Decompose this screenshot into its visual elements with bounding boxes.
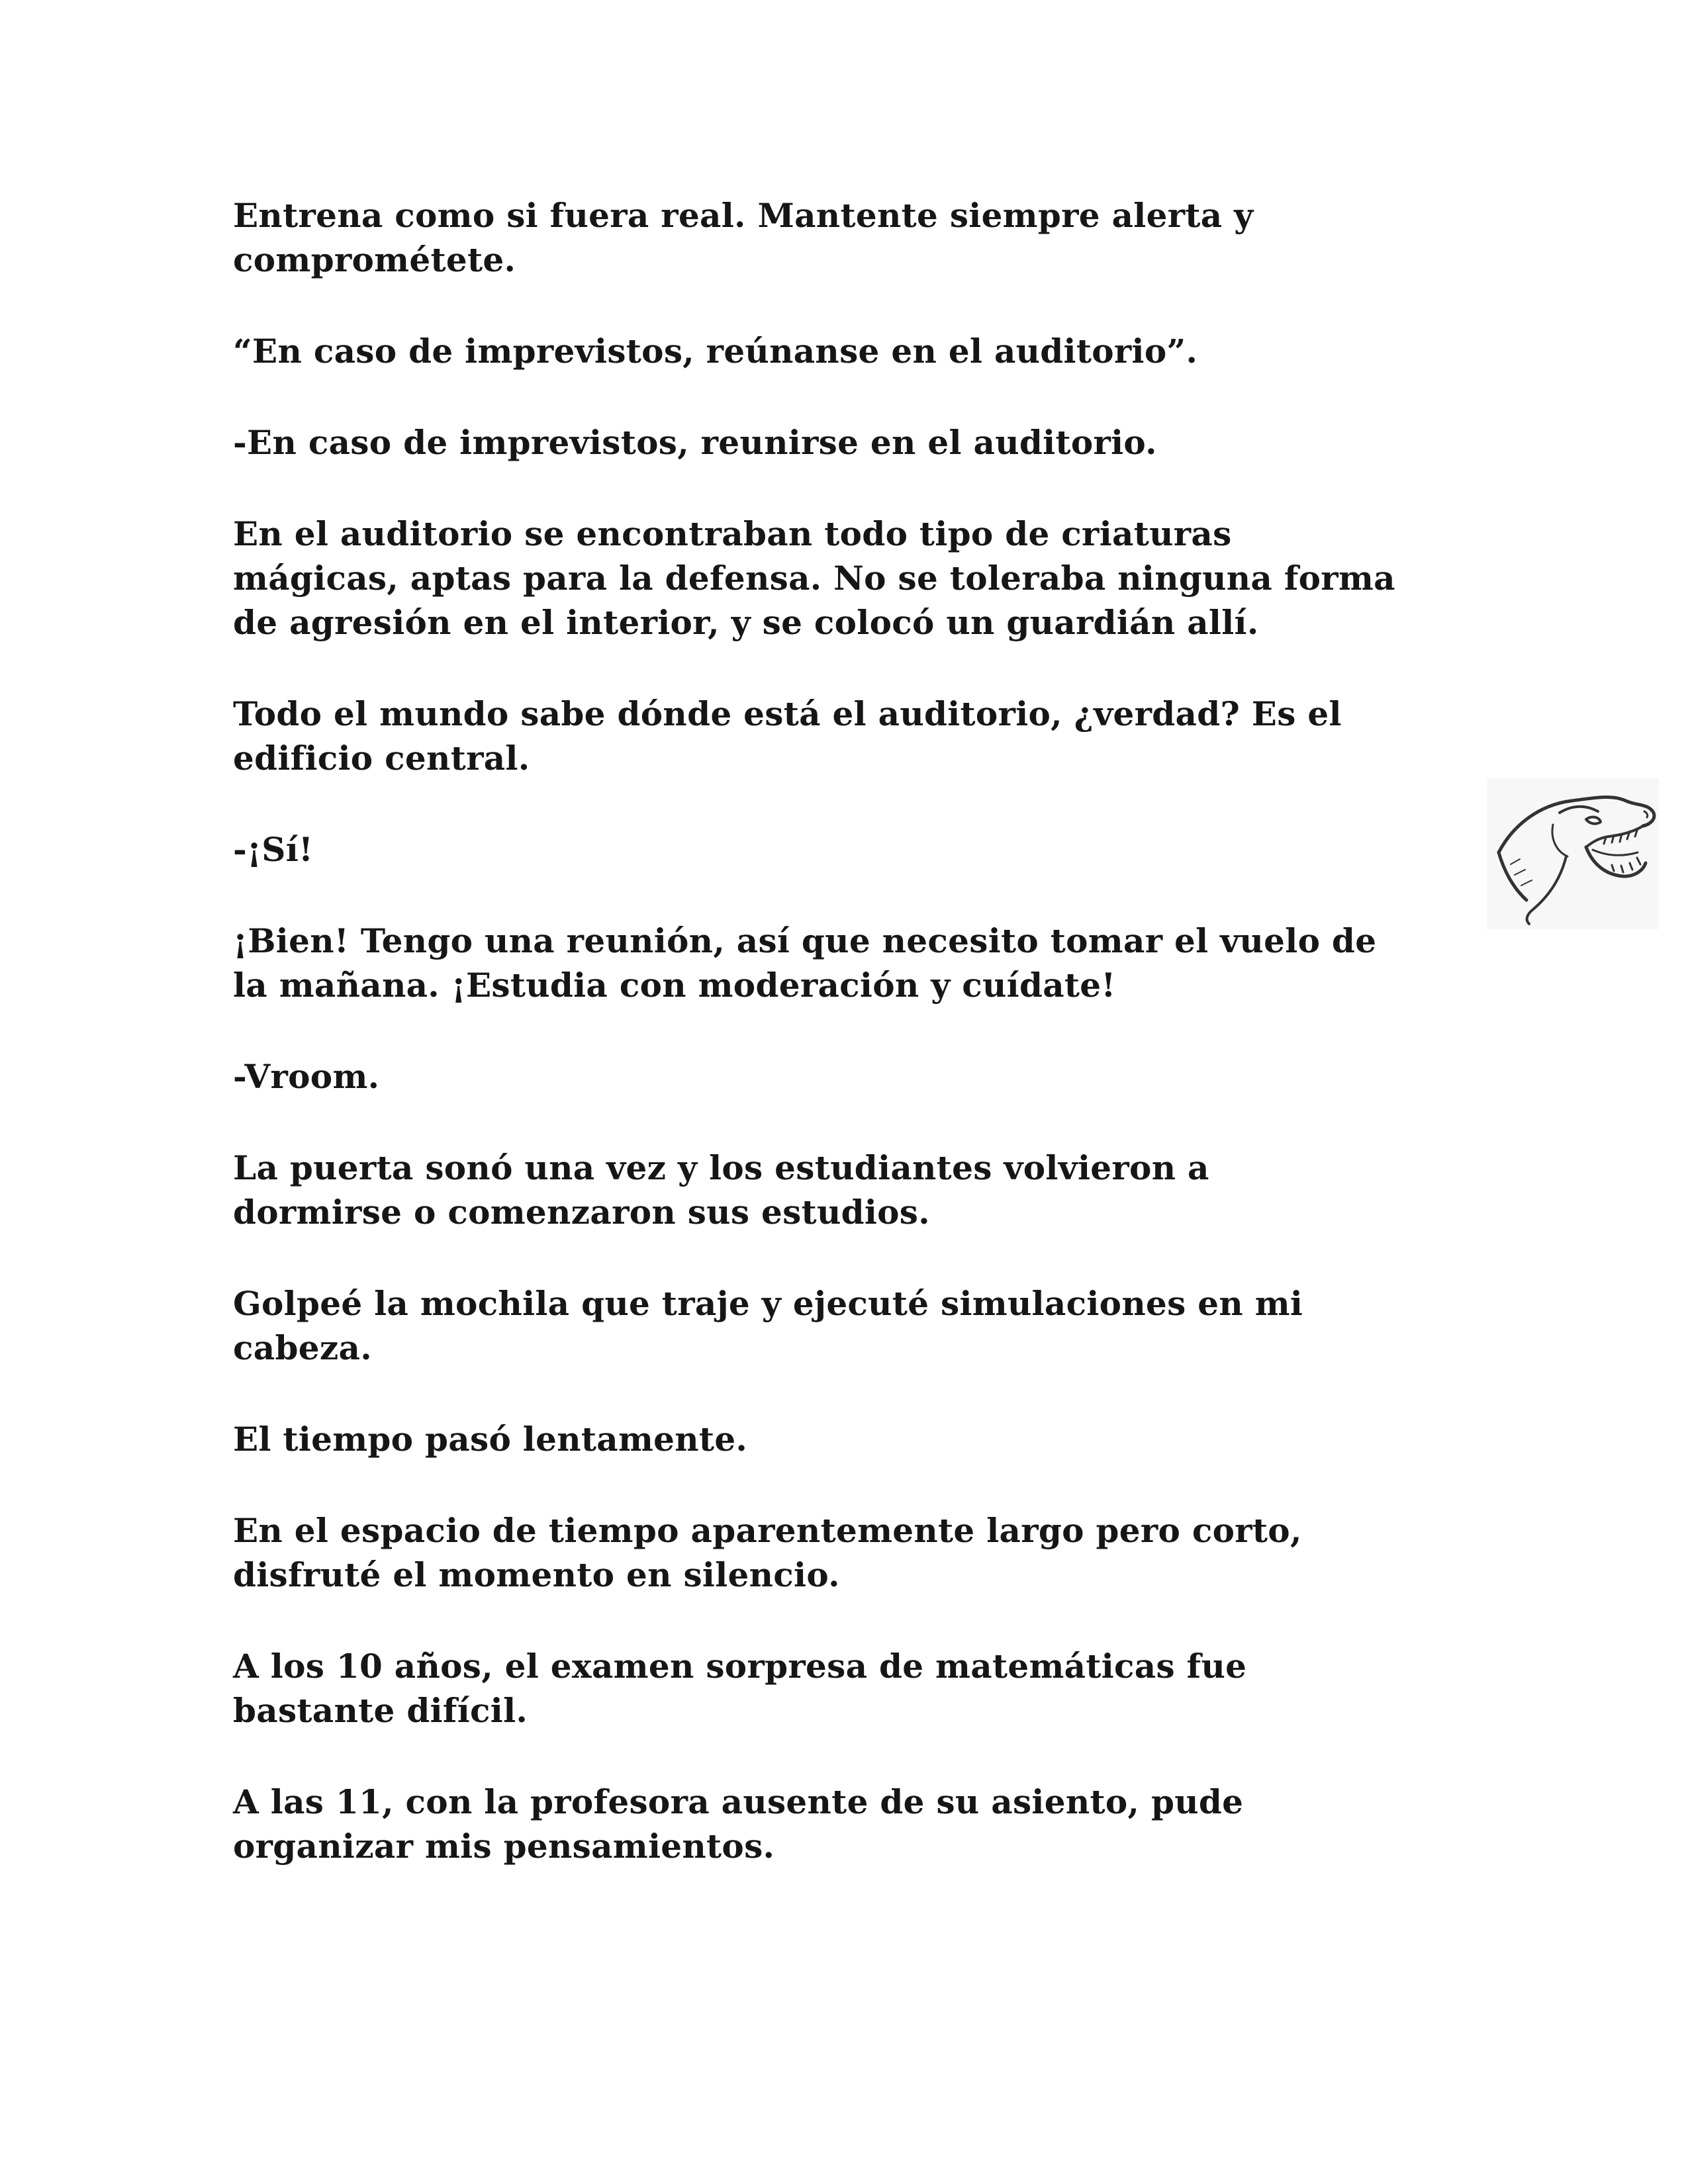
paragraph: En el espacio de tiempo aparentemente largo pero corto, disfruté el momento en silencio.	[233, 1511, 1302, 1594]
paragraph: Todo el mundo sabe dónde está el auditorio, ¿verdad? Es el edificio central.	[233, 694, 1342, 778]
paragraph: “En caso de imprevistos, reúnanse en el auditorio”.	[233, 332, 1198, 371]
paragraph: ¡Bien! Tengo una reunión, así que necesito tomar el vuelo de la mañana. ¡Estudia con moderación y cuídate!	[233, 921, 1377, 1005]
paragraph: -¡Sí!	[233, 830, 314, 869]
paragraph: La puerta sonó una vez y los estudiantes volvieron a dormirse o comenzaron sus estudios.	[233, 1148, 1209, 1232]
paragraph: Entrena como si fuera real. Mantente siempre alerta y comprométete.	[233, 196, 1254, 279]
paragraph: A los 10 años, el examen sorpresa de matemáticas fue bastante difícil.	[233, 1647, 1247, 1730]
paragraph: El tiempo pasó lentamente.	[233, 1420, 748, 1459]
body-text	[233, 193, 1477, 1915]
paragraph: Golpeé la mochila que traje y ejecuté simulaciones en mi cabeza.	[233, 1284, 1303, 1367]
paragraph: -Vroom.	[233, 1057, 380, 1096]
paragraph: A las 11, con la profesora ausente de su asiento, pude organizar mis pensamientos.	[233, 1782, 1244, 1866]
paragraph: -En caso de imprevistos, reunirse en el auditorio.	[233, 423, 1157, 462]
paragraph: En el auditorio se encontraban todo tipo de criaturas mágicas, aptas para la defensa. No se toleraba ninguna forma de agresión en el interior, y se colocó un guardián allí.	[233, 514, 1395, 642]
dinosaur-head-icon	[1487, 778, 1659, 929]
